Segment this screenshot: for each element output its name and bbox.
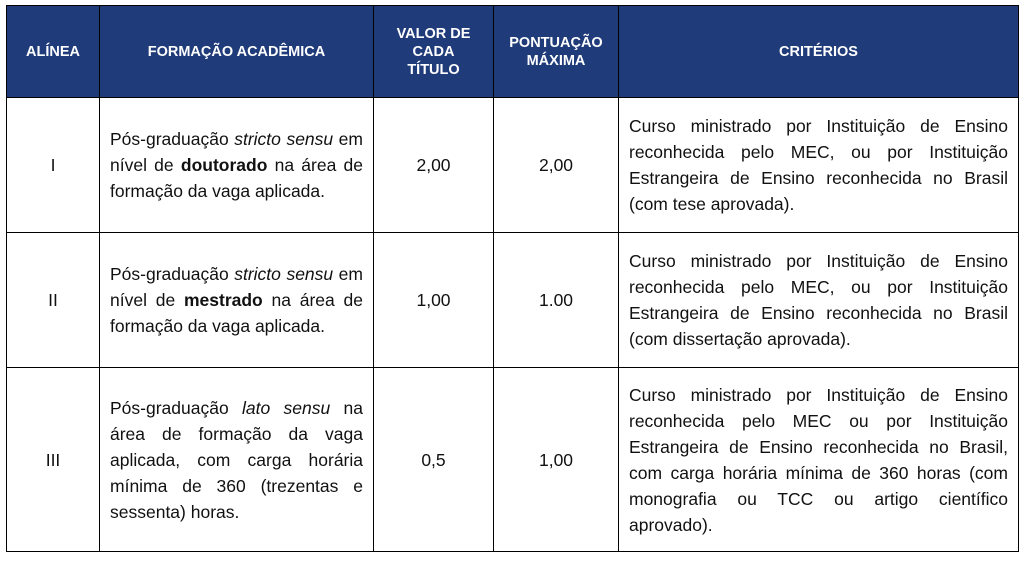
table-row <box>7 233 1019 368</box>
header-pontuacao-line2: MÁXIMA <box>526 52 586 69</box>
formacao-italic: stricto sensu <box>234 129 334 149</box>
header-valor-cada-titulo <box>374 6 494 98</box>
cell-pontuacao: 1,00 <box>494 368 619 552</box>
cell-criterios: Curso ministrado por Instituição de Ensino reconhecida pelo MEC, ou por Instituição Estrangeira de Ensino reconhecida no Brasil (com tese aprovada). <box>619 98 1019 233</box>
cell-alinea: I <box>7 98 100 233</box>
cell-valor: 1,00 <box>374 233 494 368</box>
table-row <box>7 98 1019 233</box>
cell-valor: 0,5 <box>374 368 494 552</box>
cell-criterios: Curso ministrado por Instituição de Ensino reconhecida pelo MEC, ou por Instituição Estrangeira de Ensino reconhecida no Brasil (com dissertação aprovada). <box>619 233 1019 368</box>
cell-alinea: II <box>7 233 100 368</box>
criteria-table <box>6 5 1019 552</box>
header-pontuacao-line1: PONTUAÇÃO <box>509 34 603 51</box>
header-valor-line3: TÍTULO <box>407 61 460 78</box>
formacao-text: na área de formação da vaga aplicada. <box>110 290 364 336</box>
formacao-italic: lato sensu <box>242 397 331 418</box>
cell-alinea: III <box>7 368 100 552</box>
header-criterios: CRITÉRIOS <box>619 6 1019 98</box>
header-valor-line2: CADA <box>412 43 455 60</box>
cell-pontuacao: 1.00 <box>494 233 619 368</box>
cell-formacao <box>100 233 374 368</box>
formacao-text: Pós-graduação <box>110 129 235 149</box>
table-body <box>7 98 1019 552</box>
cell-pontuacao: 2,00 <box>494 98 619 233</box>
header-pontuacao-maxima <box>494 6 619 98</box>
formacao-italic: stricto sensu <box>234 264 334 284</box>
header-formacao-academica: FORMAÇÃO ACADÊMICA <box>100 6 374 98</box>
header-alinea: ALÍNEA <box>7 6 100 98</box>
cell-formacao <box>100 368 374 552</box>
formacao-text: na área de formação da vaga aplicada, com carga horária mínima de 360 (trezentas e sessenta) horas. <box>110 397 363 522</box>
formacao-bold: doutorado <box>180 155 268 175</box>
cell-valor: 2,00 <box>374 98 494 233</box>
formacao-bold: mestrado <box>183 290 263 310</box>
formacao-text: Pós-graduação <box>110 397 242 418</box>
formacao-text: em nível de <box>110 129 363 175</box>
formacao-text: Pós-graduação <box>110 264 235 284</box>
cell-criterios: Curso ministrado por Instituição de Ensino reconhecida pelo MEC ou por Instituição Estrangeira de Ensino reconhecida no Brasil, com carga horária mínima de 360 horas (com monografia ou TCC ou artigo científico aprovado). <box>619 368 1019 552</box>
table-row <box>7 368 1019 552</box>
formacao-text: na área de formação da vaga aplicada. <box>110 155 364 201</box>
table-header <box>7 6 1019 98</box>
cell-formacao <box>100 98 374 233</box>
header-valor-line1: VALOR DE <box>396 25 471 42</box>
header-row <box>7 6 1019 98</box>
formacao-text: em nível de <box>110 264 363 310</box>
